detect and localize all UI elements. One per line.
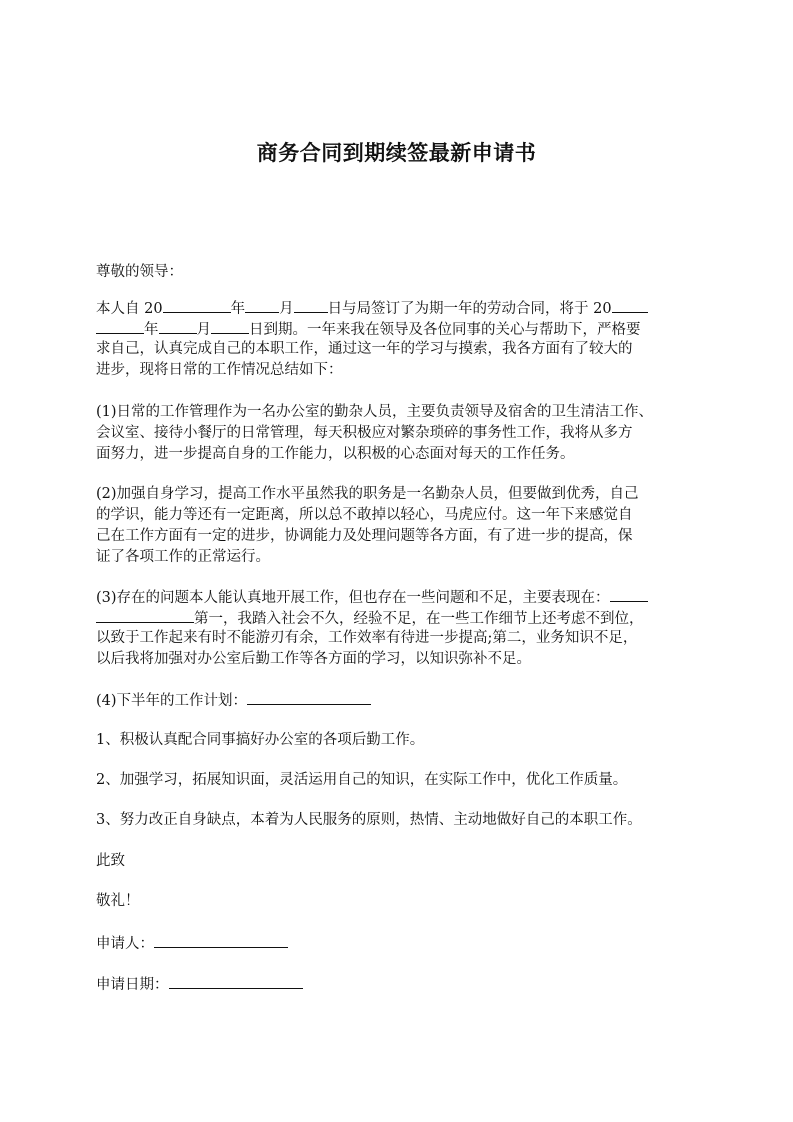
- month-blank: [245, 297, 279, 313]
- date-label: 申请日期：: [96, 977, 169, 993]
- applicant-blank: [154, 932, 288, 948]
- applicant-label: 申请人：: [96, 936, 154, 952]
- date-line: [96, 973, 706, 996]
- item-4-label: (4)下半年的工作计划：: [96, 693, 248, 709]
- item-3-line-1: (3)存在的问题本人能认真地开展工作，但也存在一些问题和不足，主要表现在：: [96, 586, 706, 607]
- item-1-line-2: 会议室、接待小餐厅的日常管理，每天积极应对繁杂琐碎的事务性工作，我将从多方: [96, 425, 633, 441]
- problem-blank-part1: [610, 586, 648, 602]
- plan-item-2: 2、加强学习，拓展知识面，灵活运用自己的知识，在实际工作中，优化工作质量。: [96, 772, 628, 788]
- problem-blank-part2: [96, 607, 194, 623]
- plan-blank: [247, 689, 371, 705]
- item-2-line-1: (2)加强自身学习，提高工作水平虽然我的职务是一名勤杂人员，但要做到优秀，自己: [96, 486, 639, 502]
- day-blank: [294, 297, 328, 313]
- date-blank: [169, 973, 303, 989]
- end-day-blank: [211, 318, 249, 334]
- intro-line-4: 进步，现将日常的工作情况总结如下：: [96, 362, 343, 378]
- item-2-line-3: 己在工作方面有一定的进步，协调能力及处理问题等各方面，有了进一步的提高，保: [96, 528, 633, 544]
- item-2-paragraph: [96, 484, 706, 568]
- applicant-line: [96, 932, 706, 955]
- item-1-line-3: 面努力，进一步提高自身的工作能力，以积极的心态面对每天的工作任务。: [96, 446, 575, 462]
- item-3-line-2: 第一，我踏入社会不久，经验不足，在一些工作细节上还考虑不到位，: [96, 607, 706, 628]
- intro-line-1: 本人自 20 年 月 日与局签订了为期一年的劳动合同，将于 20: [96, 297, 706, 318]
- end-month-blank: [159, 318, 197, 334]
- item-4-paragraph: [96, 689, 706, 712]
- intro-line-3: 求自己，认真完成自己的本职工作，通过这一年的学习与摸索，我各方面有了较大的: [96, 341, 633, 357]
- end-year-blank-part1: [612, 297, 648, 313]
- item-2-line-4: 证了各项工作的正常运行。: [96, 549, 270, 565]
- item-3-line-4: 以后我将加强对办公室后勤工作等各方面的学习，以知识弥补不足。: [96, 651, 531, 667]
- item-2-line-2: 的学识，能力等还有一定距离，所以总不敢掉以轻心，马虎应付。这一年下来感觉自: [96, 507, 633, 523]
- closing-line-1: 此致: [96, 853, 125, 869]
- intro-paragraph: [96, 297, 706, 381]
- salutation: 尊敬的领导：: [96, 264, 183, 280]
- item-3-line-3: 以致于工作起来有时不能游刃有余，工作效率有待进一步提高;第二，业务知识不足，: [96, 630, 638, 646]
- intro-line-2: 年 月 日到期。一年来我在领导及各位同事的关心与帮助下，严格要: [96, 318, 706, 339]
- item-3-paragraph: [96, 586, 706, 670]
- closing-line-2: 敬礼！: [96, 893, 140, 909]
- plan-item-1: 1、积极认真配合同事搞好办公室的各项后勤工作。: [96, 732, 425, 748]
- year-blank: [163, 297, 231, 313]
- item-1-paragraph: [96, 402, 706, 465]
- item-1-line-1: (1)日常的工作管理作为一名办公室的勤杂人员，主要负责领导及宿舍的卫生清洁工作、: [96, 404, 654, 420]
- plan-item-3: 3、努力改正自身缺点，本着为人民服务的原则，热情、主动地做好自己的本职工作。: [96, 812, 642, 828]
- end-year-blank-part2: [96, 318, 144, 334]
- document-title: 商务合同到期续签最新申请书: [256, 141, 537, 165]
